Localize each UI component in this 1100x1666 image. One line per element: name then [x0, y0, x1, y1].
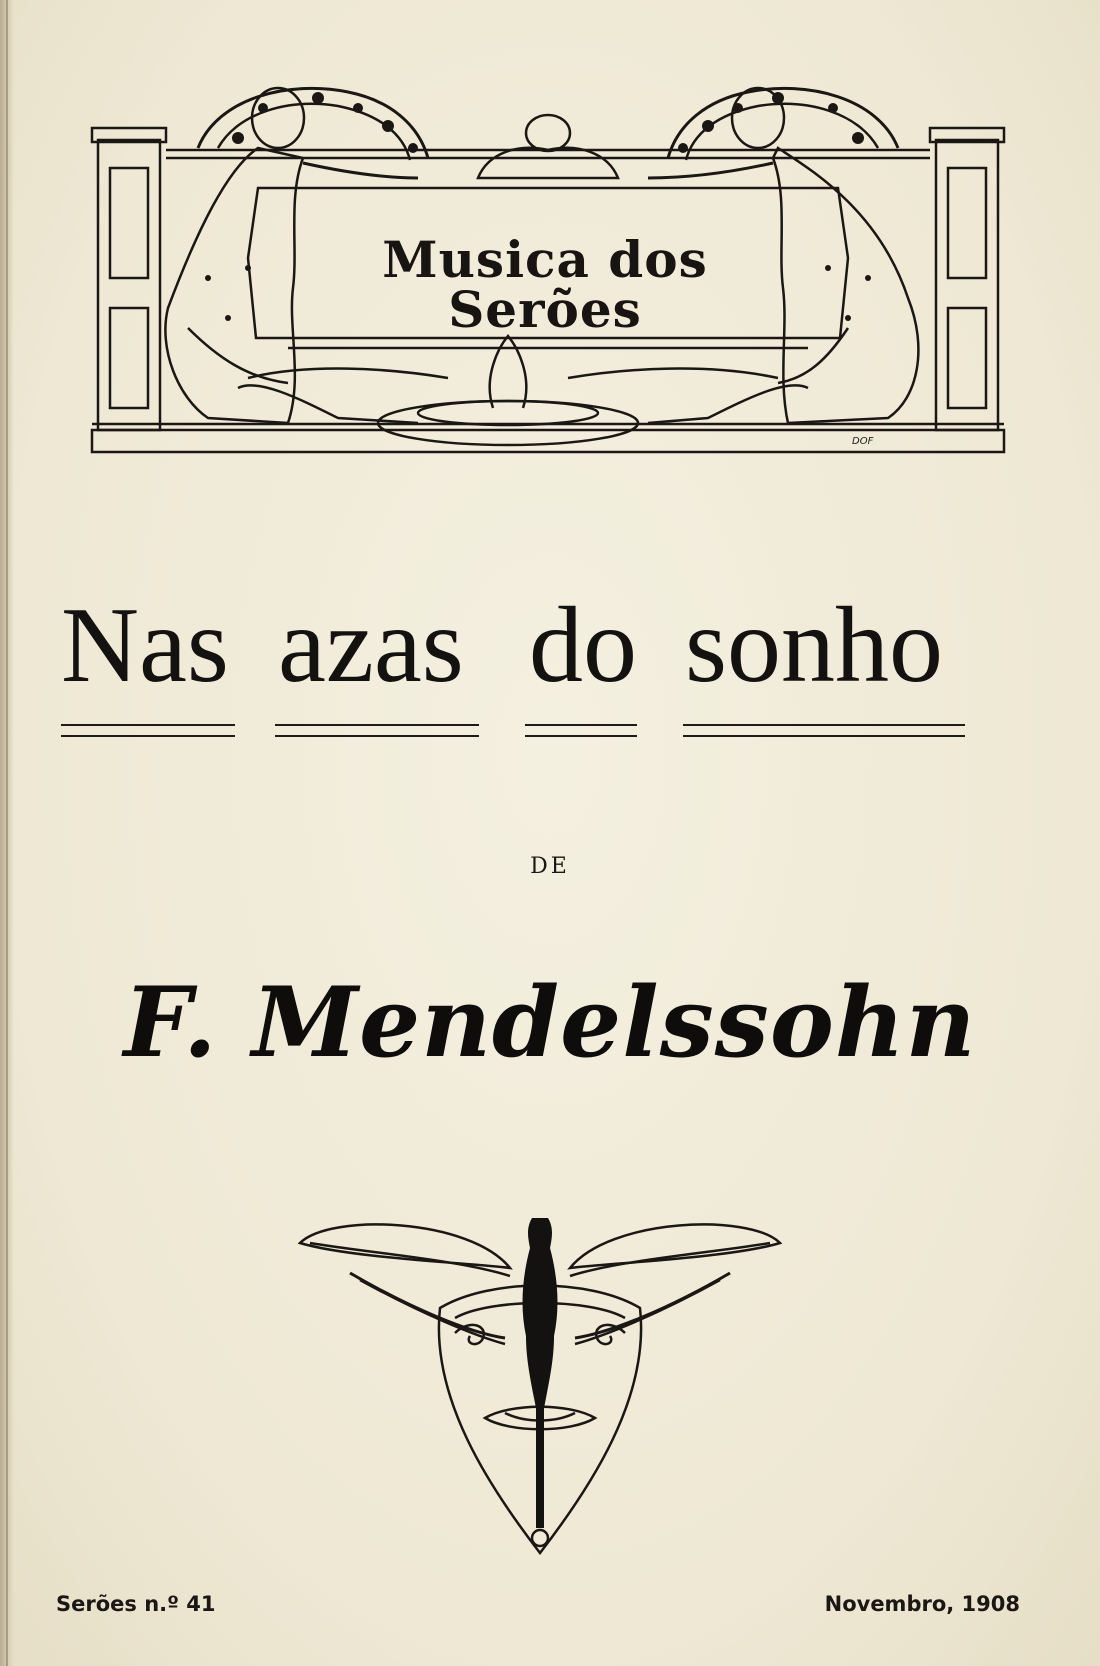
issue-date: Novembro, 1908 — [824, 1592, 1020, 1616]
by-label: DE — [530, 854, 570, 879]
title-underline-4 — [683, 724, 965, 737]
composer-name: F. Mendelssohn — [123, 966, 977, 1079]
issue-number: Serões n.º 41 — [56, 1592, 216, 1616]
title-word-1: Nas — [61, 586, 229, 705]
title-underline-3 — [525, 724, 637, 737]
title-underline-1 — [61, 724, 235, 737]
art-nouveau-ornament — [290, 1218, 790, 1563]
main-title — [55, 586, 1035, 742]
page-binding-line — [6, 0, 8, 1666]
artist-signature: DOF — [852, 436, 874, 447]
title-word-3: do — [529, 586, 637, 705]
title-word-4: sonho — [685, 586, 944, 705]
title-underline-2 — [275, 724, 479, 737]
title-word-2: azas — [278, 586, 464, 705]
section-title: Musica dos Serões — [382, 230, 708, 339]
